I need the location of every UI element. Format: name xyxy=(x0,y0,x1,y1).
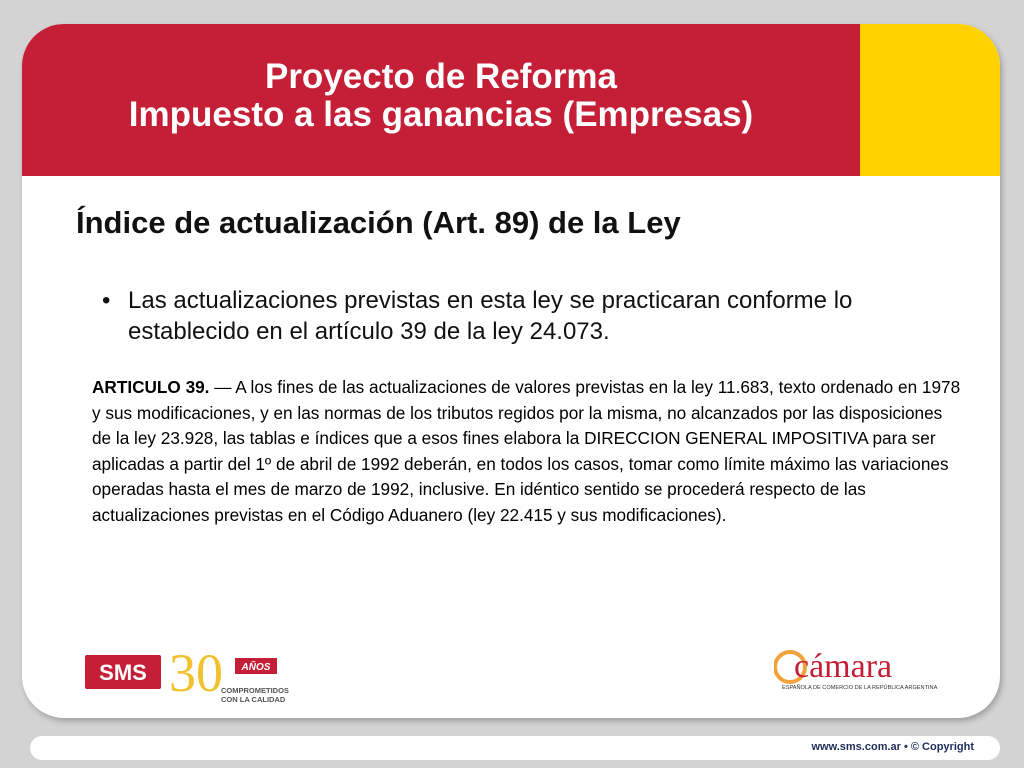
title-line-2: Impuesto a las ganancias (Empresas) xyxy=(128,95,754,134)
article-label: ARTICULO 39. xyxy=(92,377,210,397)
title-line-1: Proyecto de Reforma xyxy=(264,57,618,96)
article-body: — A los fines de las actualizaciones de valores previstas en la ley 11.683, texto ordenado en 1978 y sus modificaciones, y en las normas de los tributos regidos por la misma, no alcanzados por las disposiciones de la ley 23.928, las tablas e índices que a esos fines elabora la DIRECCION GENERAL IMPOSITIVA para ser aplicadas a partir del 1º de abril de 1992 deberán, en todos los casos, tomar como límite máximo las variaciones operadas hasta el mes de marzo de 1992, inclusive. En idéntico sentido se procederá respecto de las actualizaciones previstas en el Código Aduanero (ley 22.415 y sus modificaciones). xyxy=(92,377,961,525)
sms-logo xyxy=(85,645,295,710)
slide-card xyxy=(22,24,1000,718)
sms-logo-tagline-1: COMPROMETIDOS xyxy=(221,686,289,695)
bullet-dot-icon: • xyxy=(102,287,111,314)
sms-logo-years: AÑOS xyxy=(241,662,271,673)
camara-logo-name: cámara xyxy=(794,648,893,685)
footer-bar xyxy=(30,736,1000,760)
section-heading: Índice de actualización (Art. 89) de la Ley xyxy=(76,205,681,240)
sms-logo-number: 30 xyxy=(169,645,223,703)
slide-title xyxy=(22,58,860,134)
camara-logo-subtitle: ESPAÑOLA DE COMERCIO DE LA REPÚBLICA ARGENTINA xyxy=(782,685,938,691)
sms-logo-name: SMS xyxy=(99,660,147,685)
camara-logo xyxy=(774,645,969,695)
yellow-accent-band xyxy=(860,24,1000,176)
sms-logo-tagline-2: CON LA CALIDAD xyxy=(221,695,286,704)
article-text xyxy=(92,375,964,528)
bullet-text: Las actualizaciones previstas en esta ley se practicaran conforme lo establecido en el artículo 39 de la ley 24.073. xyxy=(128,287,853,345)
footer-copyright[interactable]: www.sms.com.ar • © Copyright xyxy=(811,741,974,753)
